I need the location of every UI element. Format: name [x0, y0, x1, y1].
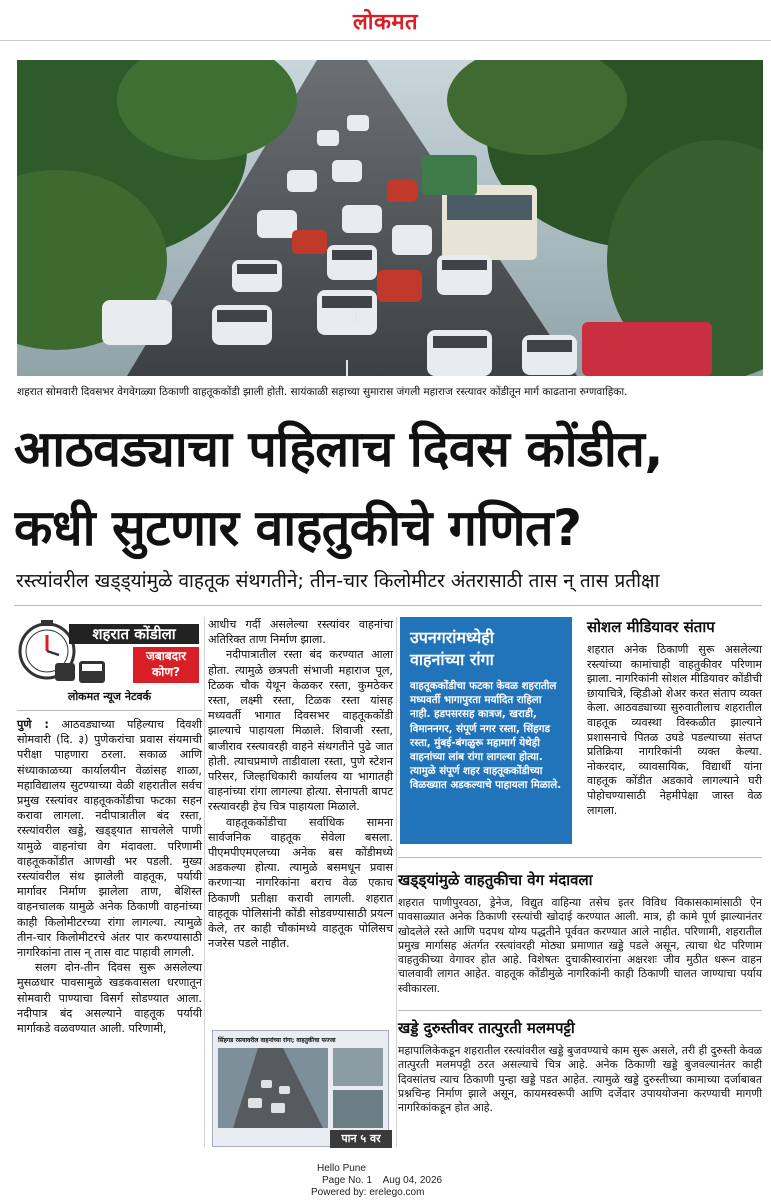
byline-divider: [17, 710, 202, 711]
social-media-body: शहरात अनेक ठिकाणी सुरू असलेल्या रस्त्यांच्या कामांचाही वाहतुकीवर परिणाम झाला. नागरिकांनी सोशल मीडियावर कोंडीची छायाचित्रे, व्हिडीओ शेअर करत संताप व्यक्त केला. आठवड्याच्या सुरुवातीलाच शहरातील वाहतूक व्यवस्था विस्कळीत झाल्याने प्रशासनाचे पितळ उघडे पडल्याच्या संतप्त प्रतिक्रिया नागरिकांनी व्यक्त केल्या. नोकरदार, व्यावसायिक, विद्यार्थी यांना वाहतूक कोंडीत अडकावे लागल्याने घरी पोहोचण्यासाठी नेहमीपेक्षा जास्त वेळ लागला.: [587, 643, 762, 817]
badge-line-2: कोण?: [152, 665, 180, 679]
headline-line-1: आठवड्याचा पहिलाच दिवस कोंडीत,: [14, 420, 663, 478]
repair-section: [398, 1018, 762, 1115]
suburbs-sidebar-box: [400, 617, 572, 844]
potholes-body: शहरात पाणीपुरवठा, ड्रेनेज, विद्युत वाहिन्या तसेच इतर विविध विकासकामांसाठी ऐन पावसाळ्यात अनेक ठिकाणी रस्त्यांची खोदाई करण्यात आली. मात्र, ही कामे पूर्ण झाल्यानंतर खोदलेले रस्ते आणि पदपथ योग्य पद्धतीने पूर्ववत करण्यात आले नाहीत. परिणामी, शहरातील प्रमुख मार्गासह अंतर्गत रस्त्यांवरही मोठ्या प्रमाणात खड्डे पडले असून, त्याचा थेट परिणाम वाहतुकीच्या वेगावर होत आहे. विशेषतः दुचाकीस्वारांना अक्षरशः जीव मुठीत धरून वाहन चालवावी लागत आहेत. वाहतूक कोंडीमुळे नागरिकांनी काही ठिकाणी चालत जाण्याचा पर्याय स्वीकारला.: [398, 896, 762, 995]
potholes-title: खड्ड्यांमुळे वाहतुकीचा वेग मंदावला: [398, 871, 593, 889]
article-column-1: [17, 617, 202, 1036]
social-media-section: [587, 617, 762, 818]
article-body-col1: [17, 717, 202, 1036]
masthead: [0, 0, 771, 41]
article-column-2: [208, 617, 393, 951]
col2-paragraph-2: नदीपात्रातील रस्ता बंद करण्यात आला होता. त्यामुळे छत्रपती संभाजी महाराज पूल, टिळक चौक येथून केळकर रस्ता, कुमठेकर रस्ता, लक्ष्मी रस्ता, टिळक रस्ता यांसह मध्यवर्ती भागात दिवसभर वाहतूककोंडी झाल्याचे पाहायला मिळाले. शिवाजी रस्ता, बाजीराव रस्त्यावरही वाहने संथगतीने पुढे जात होती. त्याचप्रमाणे ताडीवाला रस्ता, पुणे स्टेशन परिसर, जिल्हाधिकारी कार्यालय या भागातही वाहनांच्या रांगा लागल्या होत्या. सेनापती बापट रस्त्यावरही हेच चित्र पाहायला मिळाले.: [208, 648, 393, 814]
continued-on-page-tag: पान ५ वर: [330, 1130, 392, 1148]
suburbs-title: [400, 617, 572, 675]
main-headline: [14, 410, 764, 568]
inset-headline: सिंहगड रस्त्यावरील वाहनांच्या रांगा; वाहतुकीचा फज्जा: [218, 1037, 336, 1044]
col1-paragraph-1: आठवड्याच्या पहिल्याच दिवशी सोमवारी (दि. ३) पुणेकरांचा प्रवास संयमाची परीक्षा पाहणारा ठरला. सकाळ आणि संध्याकाळच्या कार्यालयीन वेळांसह शाळा, महाविद्यालय सुटण्याच्या वेळी शहरातील सर्वच प्रमुख रस्त्यांवर वाहतूककोंडीचा फटका सहन करावा लागला. नदीपात्रातील बंद रस्ता, रस्त्यांवरील खड्डे, खड्ड्यात साचलेले पाणी यामुळे वाहनांचा वेग मंदावला. परिणामी वाहतूककोंडीत आणखी भर पडली. मुख्य रस्त्यांवरील संथ झालेली वाहतूक, पर्यायी मार्गावर निर्माण झालेला ताण, बेशिस्त वाहनचालक यामुळे अनेक ठिकाणी वाहनांच्या काही किलोमीटरच्या रांगा लागल्या. त्यामुळे तीन-चार किलोमीटरचे अंतर पार करण्यासाठी नागरिकांना तास न् तास वाट पाहावी लागली.: [17, 718, 202, 960]
badge-line-1: जबाबदार: [145, 649, 187, 663]
col2-paragraph-3: वाहतूककोंडीचा सर्वाधिक सामना सार्वजनिक वाहतूक सेवेला बसला. पीएमपीएमएलच्या अनेक बस कोंडीमध्ये अडकल्या होत्या. त्यामुळे बसमधून प्रवास करणाऱ्या नागरिकांना बराच वेळ एकाच ठिकाणी प्रतीक्षा करावी लागली. शहरात वाहतूक पोलिसांनी कोंडी सोडवण्यासाठी प्रयत्न केले, तर काही चौकांमध्ये वाहतूक पोलिसच नजरेस पडले नाहीत.: [208, 815, 393, 951]
footer-edition: Hello Pune: [317, 1163, 366, 1174]
potholes-section: [398, 870, 762, 996]
byline: लोकमत न्यूज नेटवर्क: [67, 690, 152, 703]
photo-caption: शहरात सोमवारी दिवसभर वेगवेगळ्या ठिकाणी वाहतूककोंडी झाली होती. सायंकाळी सहाच्या सुमारास जंगली महाराज रस्त्यावर कोंडीतून मार्ग काढताना रुग्णवाहिका.: [17, 386, 628, 398]
inset-photo-illustration: [213, 1048, 388, 1138]
column-rule: [204, 617, 205, 1147]
subheadline: रस्त्यांवरील खड्ड्यांमुळे वाहतूक संथगतीने; तीन-चार किलोमीटर अंतरासाठी तास न् तास प्रतीक्षा: [16, 570, 660, 592]
suburbs-title-line-2: वाहनांच्या रांगा: [410, 650, 494, 669]
divider: [398, 857, 762, 858]
footer-page-date: Page No. 1 Aug 04, 2026: [322, 1175, 443, 1186]
col1-paragraph-2: सलग दोन-तीन दिवस सुरू असलेल्या मुसळधार पावसामुळे खडकवासला धरणातून सोमवारी पाण्याचा विसर्ग सोडण्यात आला. नदीपात्र बंद असल्याने वाहतूक पर्यायी मार्गाकडे वळवण्यात आली. परिणामी,: [17, 961, 202, 1036]
column-rule: [396, 617, 397, 1147]
repair-body: महापालिकेकडून शहरातील रस्त्यांवरील खड्डे बुजवण्याचे काम सुरू असले, तरी ही दुरुस्ती केवळ तात्पुरती मलमपट्टी ठरत असल्याचे चित्र आहे. अनेक ठिकाणी खड्डे बुजवल्यानंतर काही दिवसांतच त्याच ठिकाणी पुन्हा खड्डे पडत आहेत. त्यामुळे खड्डे दुरुस्तीच्या कामाच्या दर्जाबाबत प्रश्नचिन्ह निर्माण झाले असून, कायमस्वरूपी आणि दर्जेदार उपाययोजना करण्याची मागणी नागरिकांकडून होत आहे.: [398, 1044, 762, 1115]
newspaper-logo: लोकमत: [352, 10, 419, 35]
traffic-photo-illustration: [17, 60, 763, 376]
divider: [14, 605, 762, 606]
col2-paragraph-1: आधीच गर्दी असलेल्या रस्त्यांवर वाहनांचा अतिरिक्त ताण निर्माण झाला.: [208, 618, 393, 647]
social-media-title: सोशल मीडियावर संताप: [587, 618, 715, 636]
footer-powered-by: Powered by: erelego.com: [311, 1187, 425, 1198]
traffic-photo: [17, 60, 763, 376]
headline-line-2: कधी सुटणार वाहतुकीचे गणित?: [14, 499, 582, 557]
article-body-col2: [208, 617, 393, 951]
suburbs-body: वाहतूककोंडीचा फटका केवळ शहरातील मध्यवर्ती भागापुरता मर्यादित राहिला नाही. हडपसरसह कात्रज, खराडी, विमाननगर, संपूर्ण नगर रस्ता, सिंहगड रस्ता, मुंबई-बंगळुरू महामार्ग येथेही वाहनांच्या लांब रांगा लागल्या होत्या. त्यामुळे संपूर्ण शहर वाहतूककोंडीच्या विळख्यात अडकल्याचे पाहायला मिळाले.: [410, 680, 562, 792]
section-logo: [17, 617, 202, 687]
section-badge: [133, 648, 199, 680]
section-title: शहरात कोंडीला: [92, 625, 176, 643]
divider: [398, 1010, 762, 1011]
suburbs-title-line-1: उपनगरांमध्येही: [410, 628, 494, 647]
dateline: पुणे :: [17, 718, 49, 731]
repair-title: खड्डे दुरुस्तीवर तात्पुरती मलमपट्टी: [398, 1019, 575, 1037]
